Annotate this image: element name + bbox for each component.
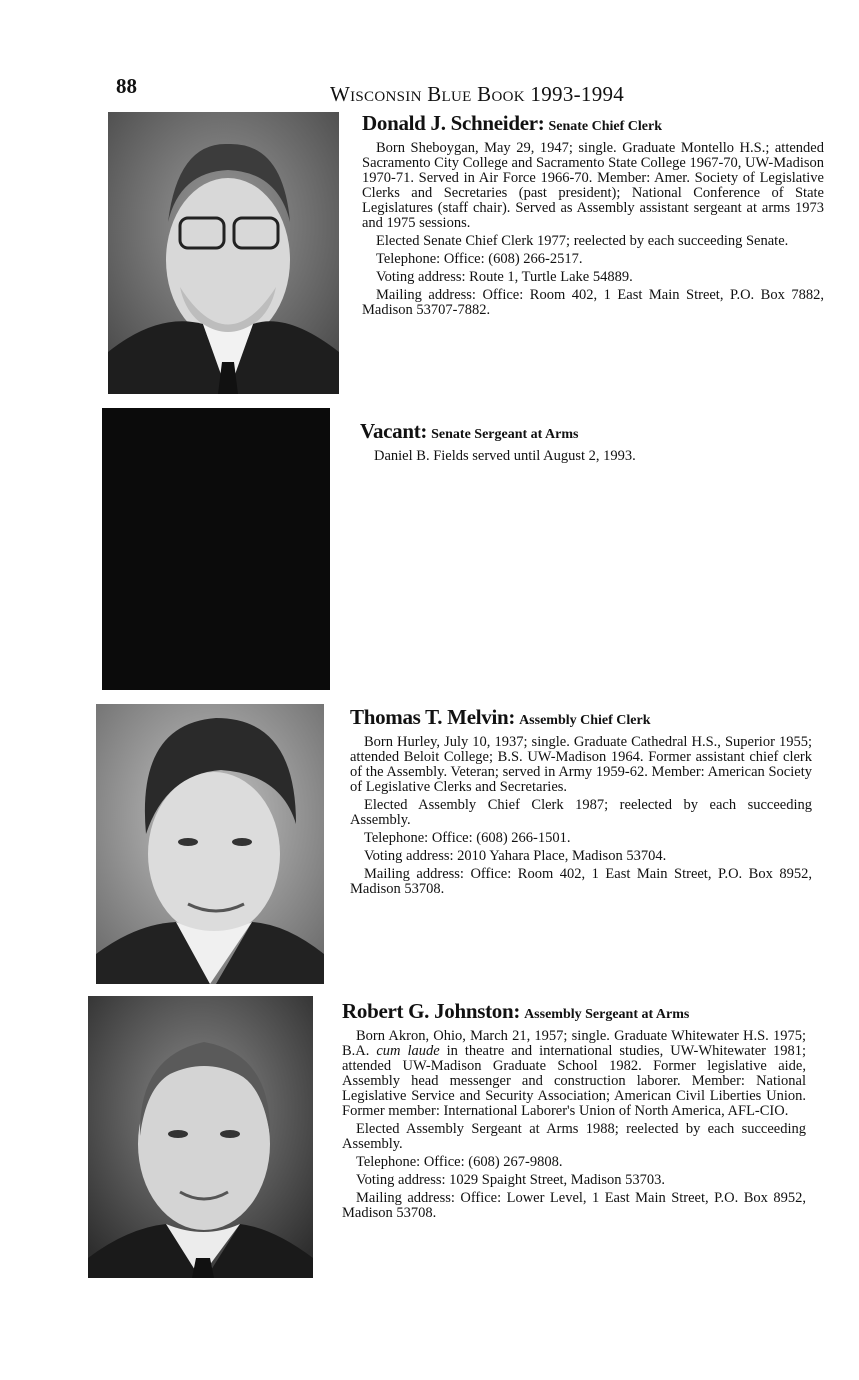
entry-johnston — [342, 1000, 806, 1224]
person-name: Vacant: — [360, 419, 428, 443]
person-name: Robert G. Johnston: — [342, 999, 521, 1023]
entry-heading — [362, 112, 824, 138]
person-title: Assembly Sergeant at Arms — [524, 1007, 690, 1022]
person-title: Senate Chief Clerk — [548, 119, 662, 134]
portrait-photo-schneider — [108, 112, 339, 394]
voting-address: Voting address: Route 1, Turtle Lake 54889. — [376, 269, 633, 285]
voting-address: Voting address: 2010 Yahara Place, Madison 53704. — [364, 848, 667, 864]
biography-italic: cum laude — [376, 1043, 440, 1059]
vacancy-note: Daniel B. Fields served until August 2, 1993. — [374, 448, 636, 464]
person-name: Thomas T. Melvin: — [350, 705, 516, 729]
portrait-photo-johnston — [88, 996, 313, 1278]
entry-heading — [360, 420, 822, 446]
entry-heading — [350, 706, 812, 732]
mailing-address: Mailing address: Office: Room 402, 1 East Main Street, P.O. Box 8952, Madison 53708. — [350, 866, 812, 897]
election-info: Elected Assembly Sergeant at Arms 1988; reelected by each succeeding Assembly. — [342, 1121, 806, 1152]
mailing-address: Mailing address: Office: Lower Level, 1 East Main Street, P.O. Box 8952, Madison 53708. — [342, 1190, 806, 1221]
entry-vacant — [360, 420, 822, 467]
telephone: Telephone: Office: (608) 267-9808. — [356, 1154, 563, 1170]
vacant-photo-placeholder — [102, 408, 330, 690]
entry-schneider — [362, 112, 824, 321]
telephone: Telephone: Office: (608) 266-2517. — [376, 251, 583, 267]
biography: Born Hurley, July 10, 1937; single. Graduate Cathedral H.S., Superior 1955; attended Beloit College; B.S. UW-Madison 1964. Former assistant chief clerk of the Assembly. Veteran; served in Army 1959-62. Member: American Society of Legislative Clerks and Secretaries. — [350, 734, 812, 795]
voting-address: Voting address: 1029 Spaight Street, Madison 53703. — [356, 1172, 666, 1188]
portrait-photo-melvin — [96, 704, 324, 984]
running-head: Wisconsin Blue Book 1993-1994 — [330, 82, 625, 106]
person-title: Assembly Chief Clerk — [519, 713, 651, 728]
biography-part: in theatre and international studies, UW-Whitewater 1981; attended UW-Madison Graduate School 1982. Former legislative aide, Assembly head messenger and construction laborer. Member: National Legislative Service and Security Association; American Civil Liberties Union. Former member: International Laborer's Union of North America, AFL-CIO. — [342, 1043, 806, 1119]
person-name: Donald J. Schneider: — [362, 111, 545, 135]
election-info: Elected Assembly Chief Clerk 1987; reelected by each succeeding Assembly. — [350, 797, 812, 828]
election-info: Elected Senate Chief Clerk 1977; reelected by each succeeding Senate. — [376, 233, 789, 249]
telephone: Telephone: Office: (608) 266-1501. — [364, 830, 571, 846]
entry-melvin — [350, 706, 812, 900]
entry-heading — [342, 1000, 806, 1026]
mailing-address: Mailing address: Office: Room 402, 1 East Main Street, P.O. Box 7882, Madison 53707-7882. — [362, 287, 824, 318]
biography: Born Sheboygan, May 29, 1947; single. Graduate Montello H.S.; attended Sacramento City College and Sacramento State College 1967-70, UW-Madison 1970-71. Served in Air Force 1966-70. Member: Amer. Society of Legislative Clerks and Secretaries (past president); National Conference of State Legislatures (staff chair). Served as Assembly assistant sergeant at arms 1973 and 1975 sessions. — [362, 140, 824, 231]
biography-part: Born Akron, Ohio, March 21, 1957; single. Graduate Whitewater H.S. 1975; B.A. — [342, 1028, 806, 1059]
person-title: Senate Sergeant at Arms — [431, 427, 579, 442]
biography — [342, 1029, 806, 1119]
page-number: 88 — [116, 74, 137, 98]
